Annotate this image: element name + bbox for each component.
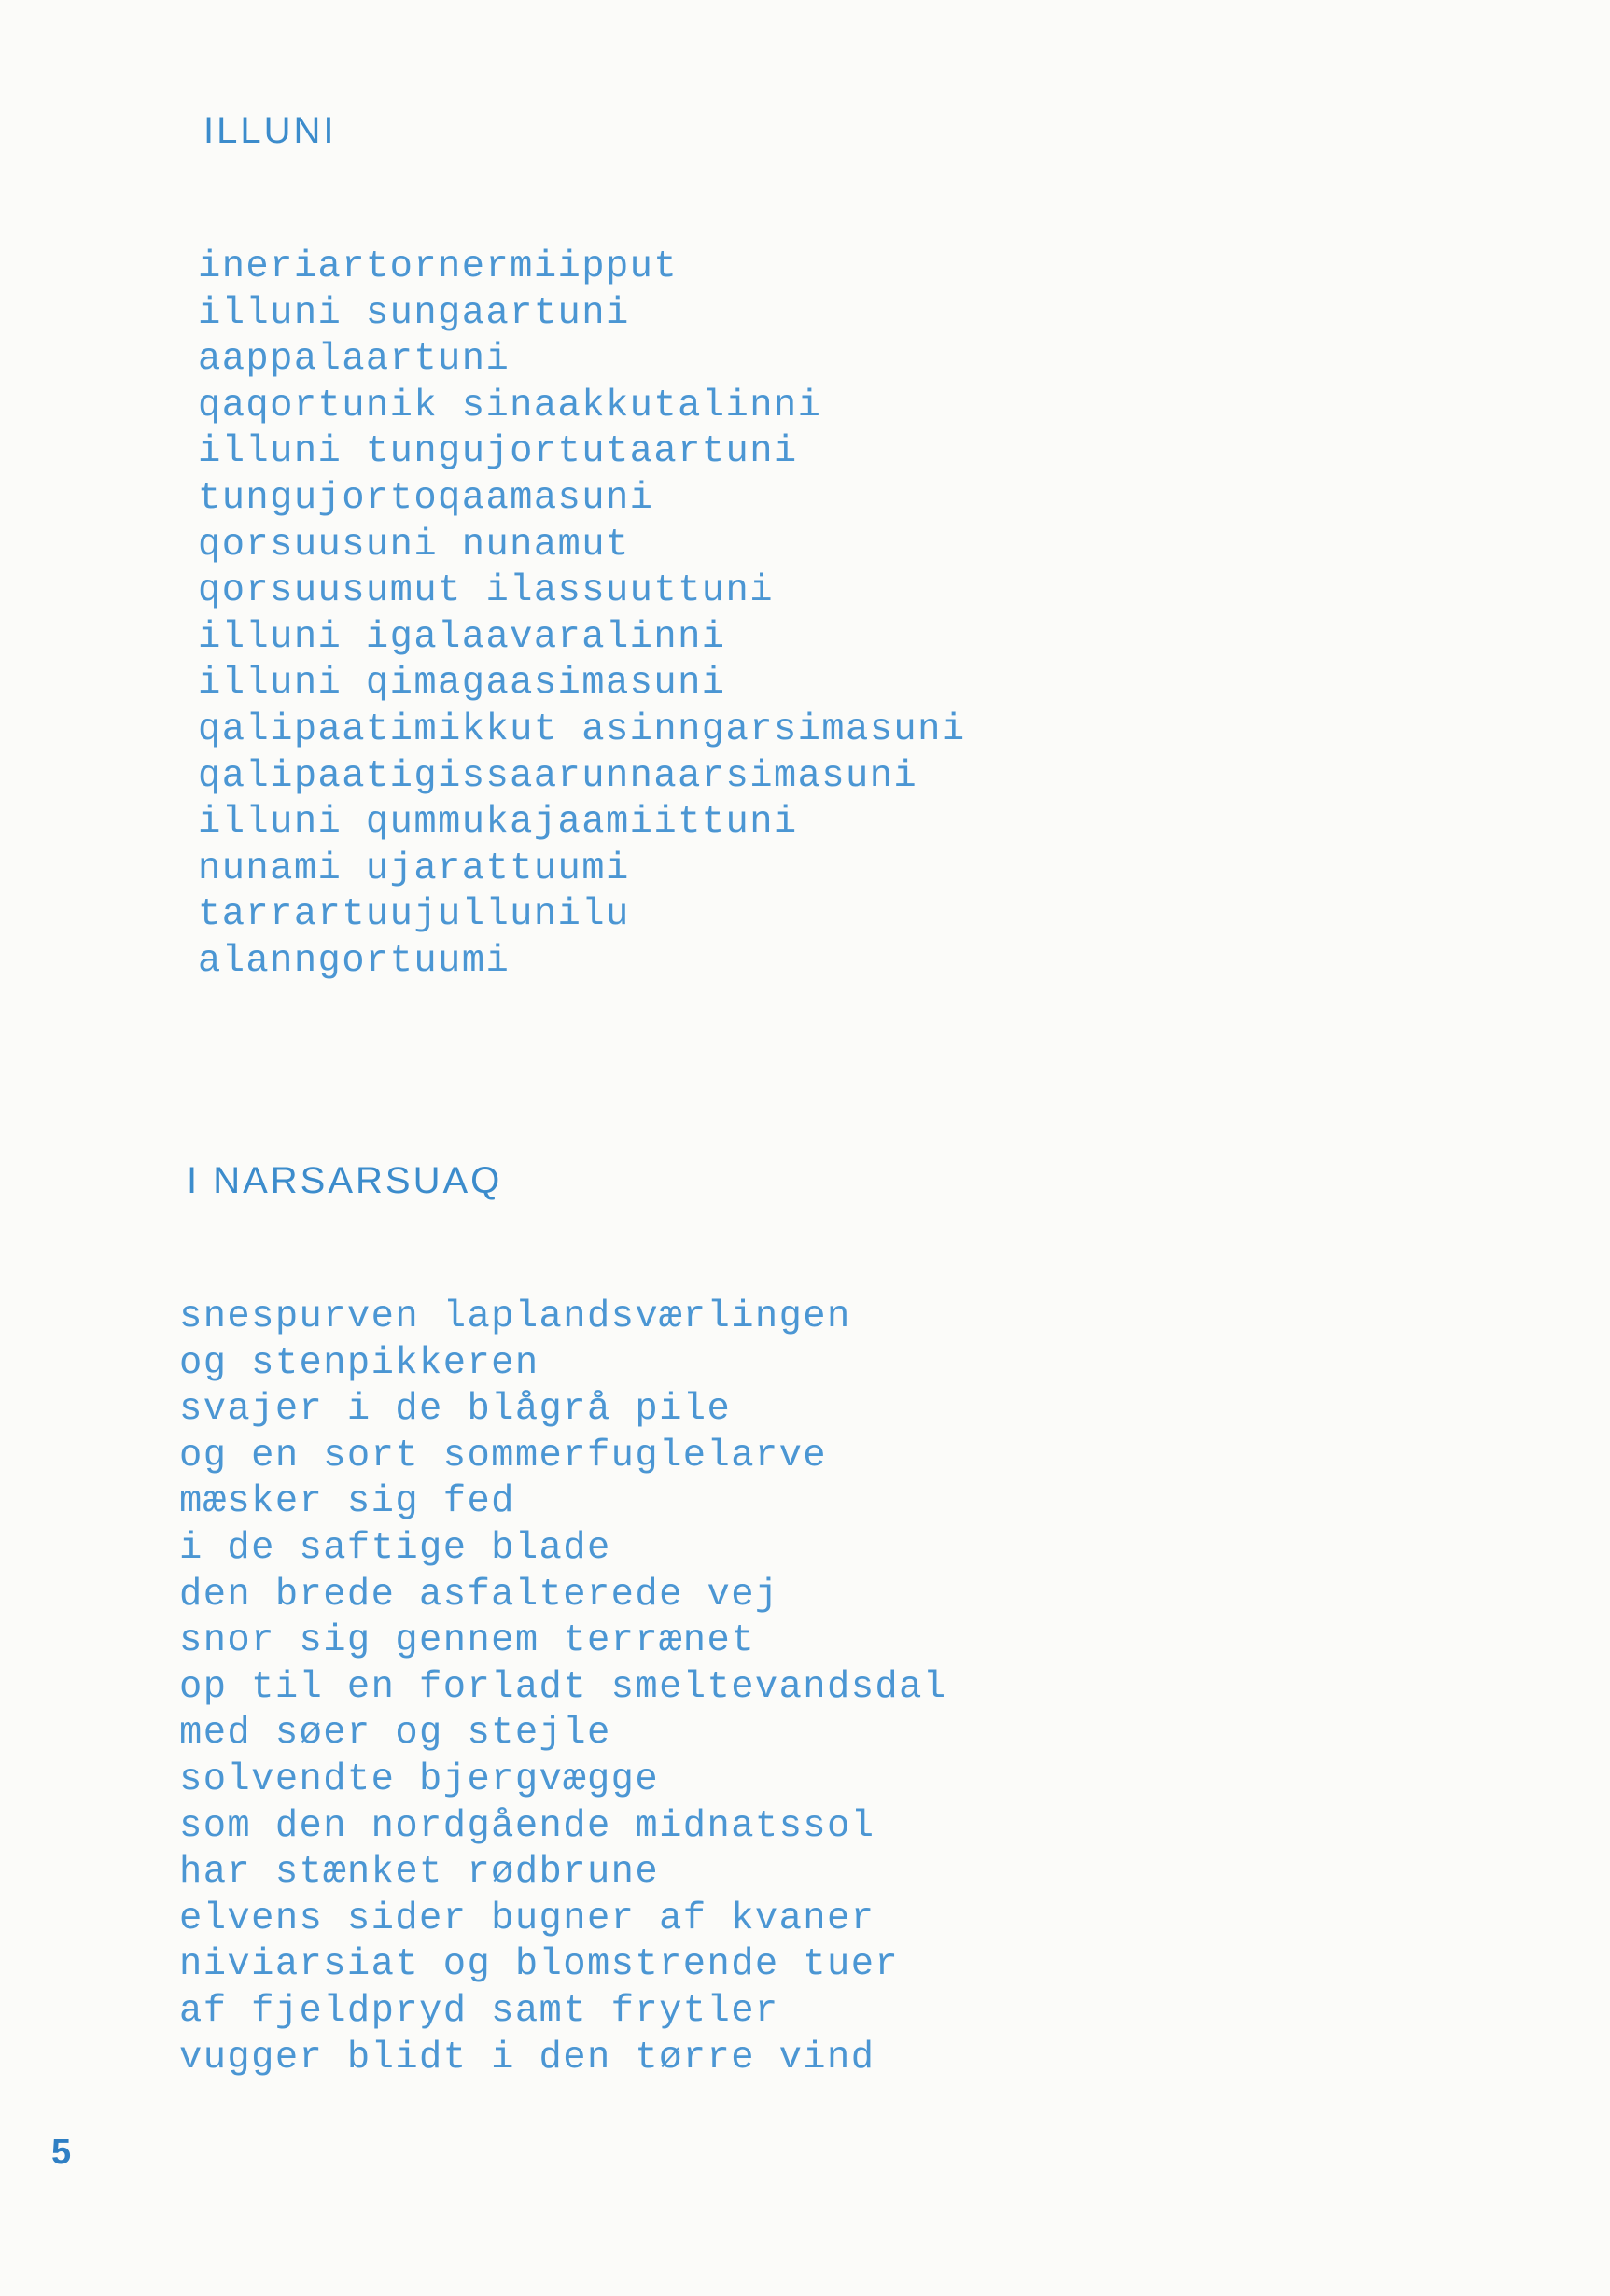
poem-line: mæsker sig fed xyxy=(179,1480,515,1524)
poem-body-narsarsuaq xyxy=(179,1295,947,2081)
poem-title-illuni: ILLUNI xyxy=(203,110,337,151)
poem-line: vugger blidt i den tørre vind xyxy=(179,2036,875,2079)
poem-line: tarrartuujullunilu xyxy=(198,893,630,937)
poem-line: illuni igalaavaralinni xyxy=(198,615,726,659)
page-number: 5 xyxy=(51,2133,72,2172)
poem-body-illuni xyxy=(198,245,966,986)
poem-line: ineriartornermiipput xyxy=(198,245,679,288)
poem-line: med søer og stejle xyxy=(179,1712,611,1756)
poem-line: af fjeldpryd samt frytler xyxy=(179,1989,779,2033)
poem-line: illuni tungujortutaartuni xyxy=(198,430,798,474)
poem-line: har stænket rødbrune xyxy=(179,1851,660,1895)
poem-line: snespurven laplandsværlingen xyxy=(179,1295,851,1338)
poem-line: solvendte bjergvægge xyxy=(179,1757,660,1801)
poem-title-narsarsuaq: I NARSARSUAQ xyxy=(187,1160,503,1201)
poem-line: illuni sungaartuni xyxy=(198,291,630,335)
poem-line: tungujortoqaamasuni xyxy=(198,476,654,520)
poem-line: i de saftige blade xyxy=(179,1526,611,1570)
poem-line: illuni qimagaasimasuni xyxy=(198,662,726,706)
poem-line: qorsuusuni nunamut xyxy=(198,523,630,567)
poem-line: svajer i de blågrå pile xyxy=(179,1388,732,1432)
poem-line: op til en forladt smeltevandsdal xyxy=(179,1665,947,1709)
poem-line: elvens sider bugner af kvaner xyxy=(179,1897,875,1940)
poem-line: snor sig gennem terrænet xyxy=(179,1619,755,1663)
poem-line: som den nordgående midnatssol xyxy=(179,1804,875,1848)
poem-line: aappalaartuni xyxy=(198,338,511,382)
poem-line: og stenpikkeren xyxy=(179,1341,539,1385)
poem-line: illuni qummukajaamiittuni xyxy=(198,801,798,845)
poem-line: qalipaatimikkut asinngarsimasuni xyxy=(198,707,966,751)
poem-line: og en sort sommerfuglelarve xyxy=(179,1434,828,1477)
poem-line: nunami ujarattuumi xyxy=(198,847,630,890)
poem-line: qalipaatigissaarunnaarsimasuni xyxy=(198,754,918,798)
poem-line: qorsuusumut ilassuuttuni xyxy=(198,569,774,613)
poem-line: den brede asfalterede vej xyxy=(179,1573,779,1617)
poem-line: niviarsiat og blomstrende tuer xyxy=(179,1943,900,1987)
poem-line: qaqortunik sinaakkutalinni xyxy=(198,384,822,427)
poem-line: alanngortuumi xyxy=(198,939,511,983)
